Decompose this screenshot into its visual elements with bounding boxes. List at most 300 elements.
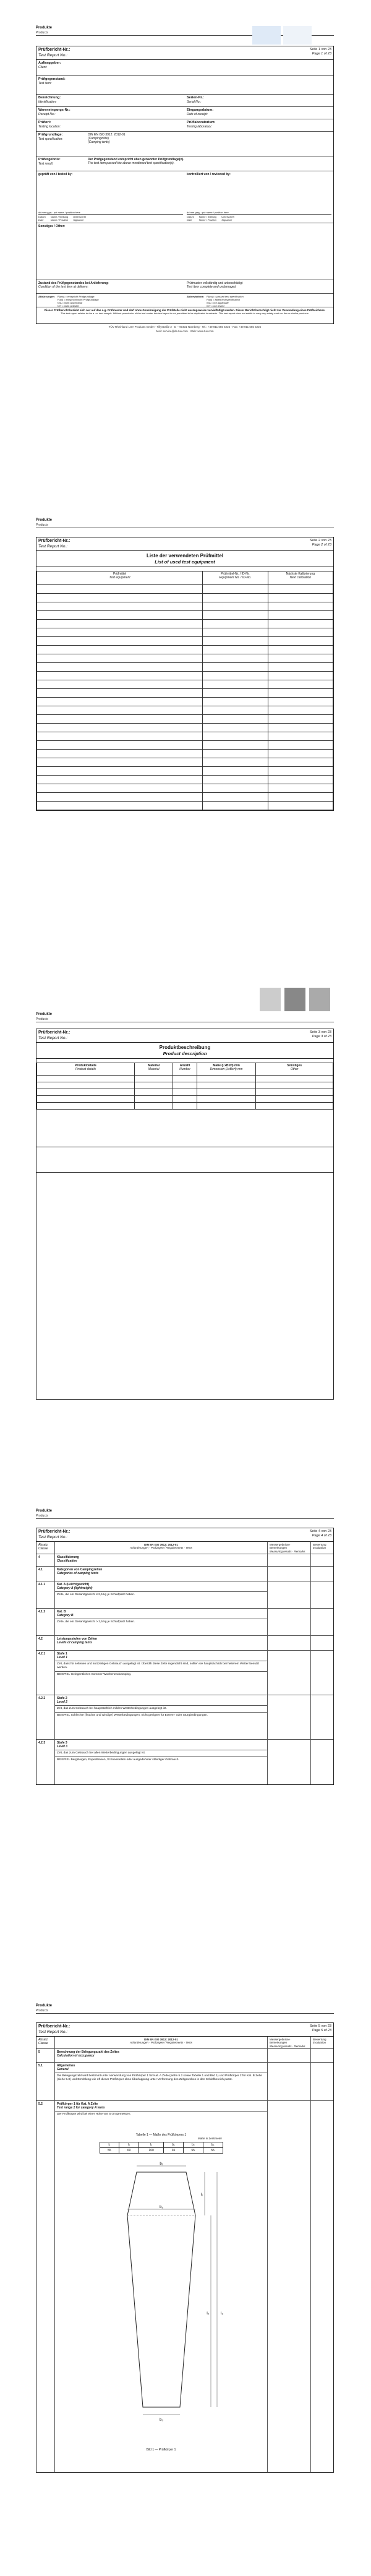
table-row [37, 602, 333, 611]
spec-label: Prüfgrundlage: [38, 132, 63, 137]
table-cell [197, 1076, 256, 1082]
tested-by-signature-line: dd.mm.yyyy · put name / position here [38, 210, 80, 214]
clause-title: Stufe 1 [57, 1651, 67, 1656]
identification-label-en: Identification: [38, 100, 57, 104]
clause-title: Kat. A (Leichtgewicht) [57, 1582, 90, 1586]
evaluation-cell [311, 1695, 333, 1739]
clause-title: Klassifizierung [57, 1555, 79, 1559]
table-row [37, 663, 333, 672]
evaluation-cell [311, 2063, 333, 2100]
clause-title-en: Classification [57, 1559, 77, 1563]
table-cell [197, 1103, 256, 1110]
clauses-sheet-4 [36, 1528, 334, 1785]
table-cell [37, 776, 203, 784]
table-cell [256, 1103, 333, 1110]
table-cell [268, 628, 333, 637]
table-cell [37, 654, 203, 663]
spec-value: DIN EN ISO 3912: 2012-01 [88, 132, 126, 137]
clause-col: Absatz [38, 1543, 48, 1547]
clause-title-en: Level 2 [57, 1700, 67, 1704]
report-page-3 [36, 1012, 334, 1400]
page-indicator-en: Page 4 of 23 [312, 1533, 331, 1538]
abbr-item: N/A = nicht anwendbar [57, 301, 83, 304]
condition-value: Prüfmuster vollständig und unbeschädigt [187, 281, 243, 285]
measuring-cell [268, 1740, 311, 1784]
table-cell [37, 732, 203, 741]
test-body-figure [100, 2160, 223, 2444]
abbr-item: P(ass) = entspricht Prüfgrundlage [57, 294, 95, 298]
table-cell [203, 724, 268, 732]
clause-col-en: Clause [38, 2041, 48, 2045]
clause-title-en: Levels of camping tents [57, 1640, 92, 1645]
measuring-cell [268, 2063, 311, 2100]
col-material-en: Material [148, 1068, 160, 1072]
clause-text [55, 1567, 268, 1581]
clause-title: Berechnung der Belegungszahl des Zeltes [57, 2050, 119, 2054]
table-cell [37, 706, 203, 715]
col-material: Material [148, 1064, 160, 1068]
clause-text [55, 1609, 268, 1635]
col-product-details: Produktdetails [75, 1064, 96, 1068]
report-page-1 [36, 26, 334, 333]
name-col-en: Name / Position [198, 218, 217, 221]
table-cell [268, 585, 333, 594]
table-1-unit: Maße in Zentimeter [197, 2136, 222, 2140]
signature-col-en: Signature [73, 218, 84, 221]
product-title: Produktbeschreibung [159, 1044, 211, 1050]
table-1-header-cell: l₃ [139, 2142, 164, 2147]
clause-row [36, 1609, 333, 1636]
table-1-header-cell: b₃ [203, 2142, 223, 2147]
clause-col: Absatz [38, 2037, 48, 2042]
page-indicator: Seite 5 von 23 [309, 2024, 331, 2028]
table-cell [256, 1076, 333, 1082]
table-1-value-cell: 55 [100, 2147, 119, 2153]
fig-label-l3: l₃ [220, 2312, 223, 2316]
table-cell [37, 672, 203, 680]
table-1-value-cell: 55 [183, 2147, 203, 2153]
table-cell [37, 689, 203, 698]
testing-location-label: Prüfort: [38, 120, 51, 124]
table-cell [135, 1089, 173, 1096]
evaluation-cell [311, 2049, 333, 2062]
result-value-en: The test item passed the above mentioned test specification(s). [88, 161, 175, 165]
table-cell [203, 646, 268, 654]
table-row [37, 698, 333, 706]
standard-col: DIN EN ISO 3912: 2012-01 [144, 2037, 178, 2041]
table-row [37, 620, 333, 628]
clause-title-en: General [57, 2067, 69, 2071]
clause-title: Kategorien von Campingzelten [57, 1567, 103, 1572]
clause-body: Zelt, das zum Gebrauch bei allen Wetterbedingungen ausgelegt ist. [57, 1752, 146, 1755]
clause-body: Zelte, die ein Gesamtgewicht > 2,5 kg je Schlafplatz haben. [57, 1620, 135, 1624]
footer-contact: Mail: service@de.tuv.com · Web: www.tuv.com [156, 330, 214, 333]
table-cell [203, 637, 268, 646]
abbr-label: Abkürzungen: [38, 294, 55, 298]
table-cell [203, 602, 268, 611]
brand-logo-dark [284, 988, 305, 1011]
testing-lab-label-en: Testing laboratory: [187, 124, 212, 129]
result-label: Prüfergebnis: [38, 157, 61, 161]
page-indicator-en: Page 1 of 23 [312, 51, 331, 56]
clause-text [55, 1581, 268, 1608]
table-cell [37, 1103, 135, 1110]
clause-title: Stufe 3 [57, 1740, 67, 1745]
measuring-col-en: Measuring results · Remarks [270, 2044, 305, 2048]
table-1-header-cell: b₂ [183, 2142, 203, 2147]
product-label-en: Products [36, 1513, 48, 1518]
reviewed-by-label: kontrolliert von / reviewed by: [187, 172, 231, 176]
fig-label-b1: b₁ [159, 2162, 163, 2166]
table-cell [37, 1089, 135, 1096]
result-label-en: Test result: [38, 161, 54, 166]
clause-row [36, 2049, 333, 2063]
cover-sheet [36, 46, 334, 324]
table-1-title: Tabelle 1 — Maße des Prüfkörpers 1 [135, 2133, 187, 2137]
col-equipment-no-en: Equipment No. / ID-No. [219, 576, 252, 580]
signature-col: Unterschrift [73, 215, 86, 218]
table-cell [268, 698, 333, 706]
table-cell [37, 724, 203, 732]
table-cell [268, 663, 333, 672]
page-indicator-en: Page 2 of 23 [312, 542, 331, 547]
page-indicator: Seite 3 von 23 [309, 1030, 331, 1034]
brand-logo-light [260, 988, 281, 1011]
table-cell [203, 663, 268, 672]
clause-text [55, 1636, 268, 1650]
table-row [37, 646, 333, 654]
table-row [37, 689, 333, 698]
table-cell [203, 672, 268, 680]
table-row [37, 732, 333, 741]
date-receipt-label: Eingangsdatum: [187, 108, 214, 112]
report-number-label: Prüfbericht-Nr.: [38, 538, 70, 543]
equipment-title-en: List of used test equipment [155, 558, 215, 565]
measuring-col-en: Measuring results · Remarks [270, 1549, 305, 1553]
condition-label: Zustand des Prüfgegenstandes bei Anlieferung: [38, 281, 109, 285]
report-number-label: Prüfbericht-Nr.: [38, 1529, 70, 1534]
abbr-item: N/T = nicht getestet [57, 304, 79, 307]
clause-row [36, 1651, 333, 1695]
page-indicator: Seite 1 von 23 [309, 47, 331, 51]
clause-number: 4.2 [36, 1636, 55, 1650]
product-label-en: Products [36, 1017, 48, 1021]
standard-col-en: Anforderungen · Prüfungen / Requirements · Tests [130, 2041, 192, 2045]
receipt-label-en: Receipt No.: [38, 112, 56, 116]
clause-row [36, 1740, 333, 1784]
abbr-item-en: F(ail) = failed test specification [207, 297, 240, 301]
report-number-label: Prüfbericht-Nr.: [38, 47, 70, 52]
clause-number: 4.2.3 [36, 1740, 55, 1784]
clause-title-en: Level 3 [57, 1744, 67, 1748]
table-cell [268, 732, 333, 741]
table-cell [203, 680, 268, 689]
clause-row [36, 2101, 333, 2126]
table-cell [135, 1082, 173, 1089]
product-label: Produkte [36, 1012, 53, 1016]
col-other-en: Other [290, 1068, 299, 1072]
table-1-value-cell: 35 [164, 2147, 184, 2153]
table-cell [268, 758, 333, 767]
table-cell [37, 1096, 135, 1103]
date-col-en: Date [187, 218, 192, 221]
table-cell [37, 802, 203, 810]
brand-logo-placeholder-2 [283, 26, 312, 45]
signature-col-en: Signature [221, 218, 232, 221]
table-row [37, 802, 333, 810]
table-cell [203, 776, 268, 784]
name-col: Name / Stellung [198, 215, 217, 218]
table-row [37, 767, 333, 776]
clause-body: BEISPIEL Schlechte (feuchte und windige) Wetterbedingungen, nicht geeignet für Extrem- oder Sturgbedingungen. [57, 1714, 208, 1718]
table-cell [203, 715, 268, 724]
clause-title-en: Categories of camping tents [57, 1571, 99, 1575]
table-1-header-cell: b₁ [164, 2142, 184, 2147]
name-col: Name / Stellung [50, 215, 69, 218]
clause-title-en: Category B [57, 1613, 74, 1617]
page-indicator: Seite 2 von 23 [309, 538, 331, 542]
measuring-cell [268, 1554, 311, 1566]
table-cell [37, 758, 203, 767]
table-cell [37, 793, 203, 802]
product-label-en: Products [36, 523, 48, 527]
table-cell [203, 620, 268, 628]
table-cell [37, 767, 203, 776]
clause-row [36, 1567, 333, 1581]
clause-row [36, 1581, 333, 1609]
report-number-label: Prüfbericht-Nr.: [38, 2024, 70, 2029]
serial-label: Serien-Nr.: [187, 95, 204, 100]
clause-body: Die Belegungszahl wird bestimmt unter Verwendung von Prüfkörper 1 für Kat. A Zelte (siehe 5.2 sowie Tabelle 1 und Bild 1) und Prüfkörper 2 für Kat. B Zelte (siehe 5.3) und Ermittlung wie oft dieser Prüfkörper ohne Überlappung unter Verformung des Zeltgewebes in den Schlafbereich passt. [57, 2074, 262, 2082]
table-cell [37, 784, 203, 793]
table-row [37, 1076, 333, 1082]
table-cell [37, 585, 203, 594]
evaluation-cell [311, 2101, 333, 2126]
table-row [37, 654, 333, 663]
table-cell [203, 750, 268, 758]
clause-body: BEISPIEL Bergsteigen, Expeditionen, Schneestellen oder ausgedehnter ständiger Gebrauch. [57, 1758, 179, 1762]
table-1-value-cell: 100 [139, 2147, 164, 2153]
table-cell [135, 1096, 173, 1103]
footer-address: TÜV Rheinland LGA Products GmbH · Tillystraße 2 · D – 90431 Nürnberg · Tel.: +49 911 655 5225 · Fax: +49 911 655 5226 [108, 325, 262, 328]
clause-col-en: Clause [38, 1546, 48, 1551]
product-title-en: Product description [163, 1050, 207, 1056]
table-cell [173, 1096, 197, 1103]
clause-body: Zelte, die ein Gesamtgewicht ≤ 2,5 kg je Schlafplatz haben. [57, 1593, 135, 1597]
report-page-5 [36, 2004, 334, 2473]
table-row [37, 758, 333, 767]
table-row [37, 611, 333, 620]
table-cell [173, 1089, 197, 1096]
table-row [37, 706, 333, 715]
report-page-4 [36, 1509, 334, 1785]
clause-body: Zelt, dass für seltenen und kurzzeitigen Gebrauch ausgelegt ist. Überdih diese Zelte regendicht sind, sollten sie hauptsächlich bei heiterem Wetter benutzt werden. [57, 1662, 260, 1670]
table-cell [268, 672, 333, 680]
evaluation-cell [311, 1636, 333, 1650]
evaluation-cell [311, 1609, 333, 1635]
page-indicator-en: Page 3 of 23 [312, 1034, 331, 1038]
result-value: Der Prüfgegenstand entspricht oben genannter Prüfgrundlage(n). [88, 157, 184, 161]
measuring-cell [268, 1609, 311, 1635]
table-cell [203, 594, 268, 602]
col-other: Sonstiges [287, 1064, 302, 1068]
name-col-en: Name / Position [50, 218, 69, 221]
clause-number: 4 [36, 1554, 55, 1566]
clause-row [36, 1695, 333, 1740]
table-cell [173, 1103, 197, 1110]
report-number-label: Prüfbericht-Nr.: [38, 1030, 70, 1035]
col-number: Anzahl [179, 1064, 190, 1068]
measuring-cell [268, 1695, 311, 1739]
date-col: Datum [38, 215, 46, 218]
table-cell [203, 802, 268, 810]
table-row [37, 793, 333, 802]
table-cell [37, 637, 203, 646]
table-cell [173, 1082, 197, 1089]
table-cell [268, 776, 333, 784]
measuring-cell [268, 2049, 311, 2062]
identification-label: Bezeichnung: [38, 95, 61, 100]
reviewed-by-signature-line: dd.mm.yyyy · put name / position here [187, 210, 229, 214]
brand-logo-placeholder [252, 26, 281, 45]
table-cell [203, 793, 268, 802]
table-cell [268, 646, 333, 654]
table-row [37, 628, 333, 637]
evaluation-cell [311, 1651, 333, 1695]
table-cell [37, 663, 203, 672]
table-cell [203, 654, 268, 663]
table-cell [37, 611, 203, 620]
evaluation-cell [311, 1554, 333, 1566]
table-cell [268, 767, 333, 776]
clause-body: Der Prüfkörper wird bei einer Höhe von 5 cm gemessen. [57, 2113, 131, 2116]
table-cell [203, 698, 268, 706]
table-row [37, 594, 333, 602]
equipment-title: Liste der verwendeten Prüfmittel [146, 552, 224, 558]
client-label: Auftraggeber: [38, 61, 61, 65]
measuring-cell [268, 1581, 311, 1608]
table-row [37, 680, 333, 689]
table-row [37, 672, 333, 680]
table-cell [256, 1082, 333, 1089]
clause-title-en: Level 1 [57, 1655, 67, 1659]
other-label: Sonstiges / Other: [38, 224, 66, 228]
table-cell [37, 594, 203, 602]
table-cell [37, 628, 203, 637]
report-number-label-en: Test Report No.: [38, 544, 68, 549]
clauses-sheet-5 [36, 2022, 334, 2473]
table-row [37, 724, 333, 732]
table-cell [268, 611, 333, 620]
table-1-header-cell: l₁ [100, 2142, 119, 2147]
table-cell [268, 706, 333, 715]
product-label-en: Products [36, 30, 48, 35]
clause-row [36, 2063, 333, 2101]
standard-col-en: Anforderungen · Prüfungen / Requirements · Tests [130, 1546, 192, 1550]
product-label: Produkte [36, 518, 53, 522]
table-cell [203, 784, 268, 793]
clause-title: Kat. B [57, 1609, 66, 1614]
spec-value-en: (Camping tents) [88, 140, 110, 145]
clause-number: 4.1.2 [36, 1609, 55, 1635]
date-receipt-label-en: Date of receipt: [187, 112, 208, 116]
clause-number: 4.1.1 [36, 1581, 55, 1608]
table-cell [268, 741, 333, 750]
clause-number: 5.2 [36, 2101, 55, 2126]
clause-title-en: Test range 1 for category A tents [57, 2105, 105, 2110]
abbr-item-en: P(ass) = passed test specification [207, 294, 244, 298]
fig-label-l1: l₁ [200, 2193, 203, 2197]
clause-number: 4.2.1 [36, 1651, 55, 1695]
table-cell [268, 654, 333, 663]
table-row [37, 750, 333, 758]
table-cell [37, 646, 203, 654]
table-cell [268, 620, 333, 628]
table-cell [37, 715, 203, 724]
table-cell [256, 1089, 333, 1096]
product-label-en: Products [36, 2008, 48, 2013]
table-row [37, 715, 333, 724]
testing-lab-label: Prüflaboratorium: [187, 120, 216, 124]
evaluation-cell [311, 1567, 333, 1581]
table-cell [256, 1096, 333, 1103]
clause-text [55, 2049, 268, 2062]
spec-label-en: Test specification: [38, 137, 63, 141]
product-sheet [36, 1029, 334, 1400]
disclaimer-en: This test report relates to the a. m. test sample. Without permission of the test center this test report is not permitted to be duplicated in extracts. This test report does not entitle to carry any safety mark on this or similar products. [61, 312, 309, 315]
equipment-table [36, 571, 333, 810]
table-row [37, 1082, 333, 1089]
table-row [37, 637, 333, 646]
report-page-2 [36, 518, 334, 811]
clause-number: 5.1 [36, 2063, 55, 2100]
table-cell [268, 715, 333, 724]
table-cell [203, 611, 268, 620]
table-cell [268, 680, 333, 689]
table-cell [268, 793, 333, 802]
table-row [37, 585, 333, 594]
table-cell [203, 741, 268, 750]
table-cell [203, 706, 268, 715]
clause-title: Prüfkörper 1 für Kat. A Zelte [57, 2102, 98, 2106]
table-cell [203, 585, 268, 594]
table-cell [37, 698, 203, 706]
tested-by-label: geprüft von / tested by: [38, 172, 73, 176]
table-cell [135, 1076, 173, 1082]
condition-value-en: Test item complete and undamaged [187, 285, 236, 289]
table-cell [203, 689, 268, 698]
clause-number: 4.1 [36, 1567, 55, 1581]
measuring-col: Messergebnisse · Bemerkungen [270, 1543, 292, 1550]
clause-row [36, 1554, 333, 1567]
clause-title-en: Calculation of occupancy [57, 2053, 95, 2058]
table-cell [203, 732, 268, 741]
col-next-calibration: Nächste Kalibrierung [286, 572, 315, 576]
condition-label-en: Condition of the test item at delivery: [38, 285, 88, 289]
table-cell [37, 1082, 135, 1089]
measuring-col: Messergebnisse · Bemerkungen [270, 2037, 292, 2045]
clause-number: 4.2.2 [36, 1695, 55, 1739]
table-cell [268, 724, 333, 732]
table-row [37, 784, 333, 793]
test-item-label: Prüfgegenstand: [38, 77, 66, 81]
col-number-en: Number [179, 1068, 190, 1072]
table-cell [197, 1082, 256, 1089]
serial-label-en: Serial No.: [187, 100, 202, 104]
table-cell [37, 750, 203, 758]
table-cell [268, 637, 333, 646]
table-cell [197, 1096, 256, 1103]
